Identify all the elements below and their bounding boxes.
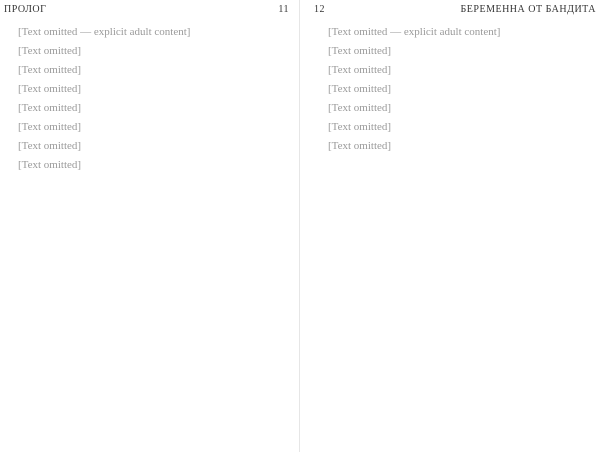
left-body-text [4,25,289,173]
paragraph: [Text omitted — explicit adult content] [328,26,501,38]
paragraph: [Text omitted] [328,121,392,133]
right-body-text [314,25,596,154]
paragraph: [Text omitted — explicit adult content] [18,26,191,38]
paragraph: [Text omitted] [18,159,82,171]
right-page [300,0,600,452]
paragraph: [Text omitted] [18,64,82,76]
right-running-head [314,4,596,15]
paragraph: [Text omitted] [328,83,392,95]
page-number: 11 [278,4,289,15]
page-number: 12 [314,4,325,15]
paragraph: [Text omitted] [18,121,82,133]
paragraph: [Text omitted] [18,83,82,95]
chapter-title: ПРОЛОГ [4,4,47,15]
paragraph: [Text omitted] [328,102,392,114]
paragraph: [Text omitted] [328,45,392,57]
paragraph: [Text omitted] [328,140,392,152]
paragraph: [Text omitted] [18,45,82,57]
paragraph: [Text omitted] [18,102,82,114]
left-running-head [4,4,289,15]
paragraph: [Text omitted] [18,140,82,152]
paragraph: [Text omitted] [328,64,392,76]
book-title: БЕРЕМЕННА ОТ БАНДИТА [460,4,596,15]
